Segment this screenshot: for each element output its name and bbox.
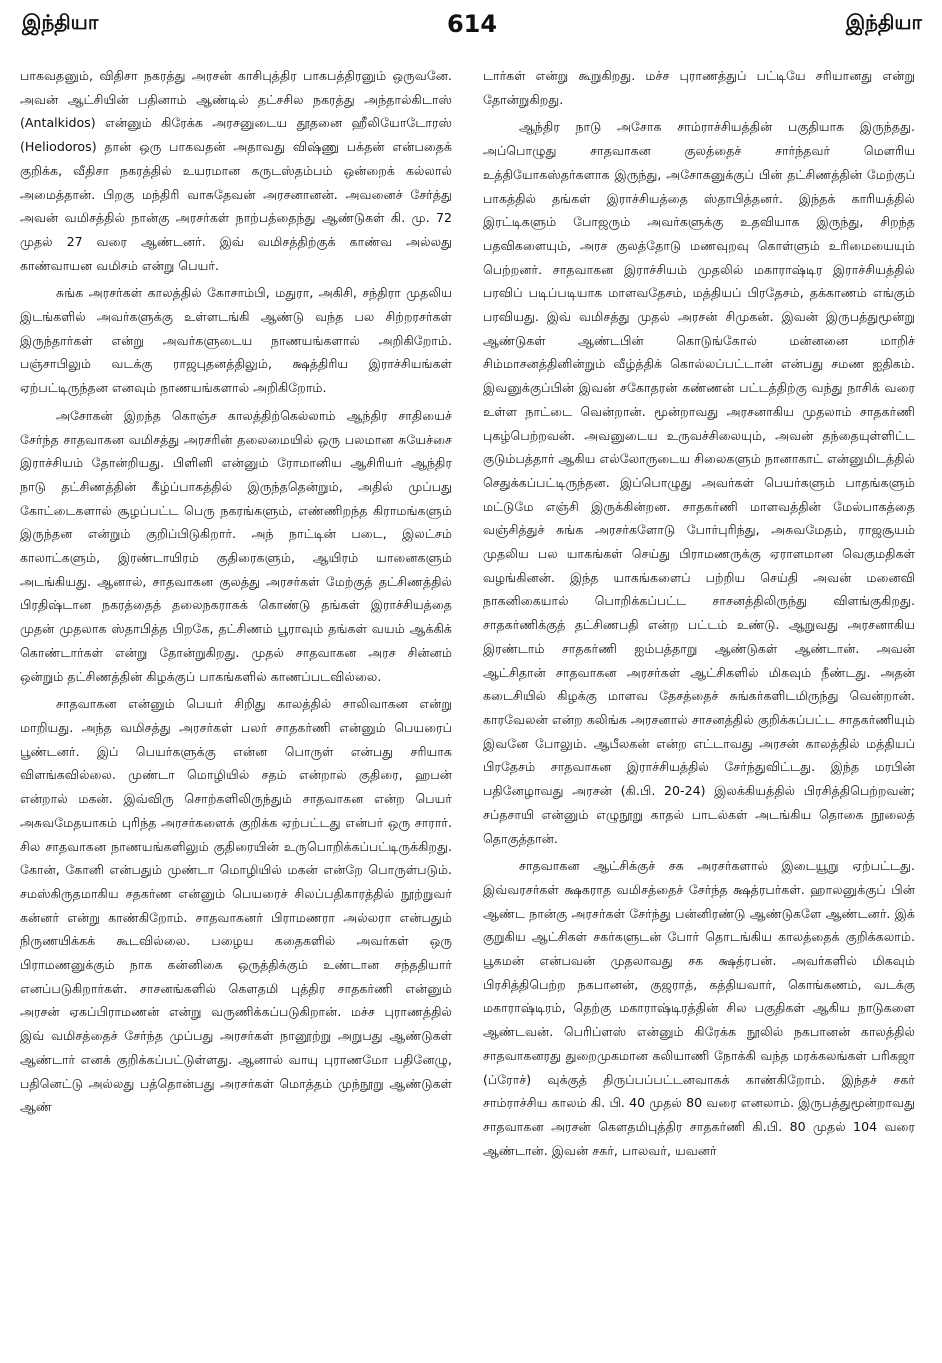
paragraph: அசோகன் இறந்த கொஞ்ச காலத்திற்கெல்லாம் ஆந்திர சாதியைச் சேர்ந்த சாதவாகன வமிசத்து அரசரின் தலைமையில் ஒரு பலமான சுயேச்சை இராச்சியம் தோன்றியது. பிளினி என்னும் ரோமானிய ஆசிரியர் ஆந்திர நாடு தட்சிணத்தின் கீழ்ப்பாகத்தில் இருந்ததென்றும், அதில் முப்பது கோட்டைகளால் சூழப்பட்ட பெரு நகரங்களும், எண்ணிறந்த கிராமங்களும் இருந்தன என்றும் குறிப்பிடுகிறார். அந் நாட்டின் படை, இலட்சம் காலாட்களும், இரண்டாயிரம் குதிரைகளும், ஆயிரம் யானைகளும் அடங்கியது. ஆனால், சாதவாகன குலத்து அரசர்கள் மேற்குத் தட்சிணத்தில் பிரதிஷ்டான நகரத்தைத் தலைநகராகக் கொண்டு தங்கள் இராச்சியத்தை முதன் முதலாக ஸ்தாபித்த பிறகே, தட்சிணம் பூராவும் தங்கள் வயம் ஆக்கிக் கொண்டார்கள் என்று தோன்றுகிறது. முதல் சாதவாகன அரச சின்னம் ஒன்றும் தட்சிணத்தின் கிழக்குப் பாகங்களில் காணப்படவில்லை. [20, 407, 452, 684]
running-head-left: இந்தியா [22, 10, 99, 34]
paragraph: ஆந்திர நாடு அசோக சாம்ராச்சியத்தின் பகுதியாக இருந்தது. அப்பொழுது சாதவாகன குலத்தைச் சார்ந்தவர் மௌரிய உத்தியோகஸ்தர்களாக இருந்து, அசோகனுக்குப் பின் தட்சிணத்தின் மேற்குப் பாகத்தில் தங்கள் இராச்சியத்தை ஸ்தாபித்தனர். இந்தக் காரியத்தில் இரட்டிகளும் போஜரும் அவர்களுக்கு உதவியாக இருந்து, சிறந்த பதவிகளையும், அரச குலத்தோடு மணவுறவு கொள்ளும் உரிமையையும் பெற்றனர். சாதவாகன இராச்சியம் முதலில் மகாராஷ்டிர இராச்சியத்தில் பரவிப் படிப்படியாக மாளவதேசம், மத்தியப் பிரதேசம், தக்காணம் எங்கும் பரவியது. இவ் வமிசத்து முதல் அரசன் சிமுகன். இவன் இருபத்துமூன்று ஆண்டுகள் ஆண்டபின் கொடுங்கோல் மன்னனை மாறிச் சிம்மாசனத்தினின்றும் வீழ்த்திக் கொல்லப்பட்டான் என்பது சமண ஐதிகம். இவனுக்குப்பின் இவன் சகோதரன் கண்ணன் பட்டத்திற்கு வந்து நாசிக் வரை உள்ள நாட்டை வென்றான். மூன்றாவது அரசனாகிய முதலாம் சாதகர்ணி புகழ்பெற்றவன். அவனுடைய உருவச்சிலையும், அவன் தந்தையுள்ளிட்ட குடும்பத்தார் ஆகிய எல்லோருடைய சிலைகளும் நானாகாட் என்னுமிடத்தில் செதுக்கப்பட்டிருந்தன. இப்பொழுது அவர்கள் பெயர்களும் பாதங்களும் மட்டுமே எஞ்சி இருக்கின்றன. சாதகர்ணி மாளவத்தின் மேல்பாகத்தை வஞ்சித்துச் சுங்க அரசர்களோடு போர்புரிந்து, அசுவமேதம், ராஜசூயம் முதலிய பல யாகங்கள் செய்து பிராமணருக்கு ஏராளமான வெகுமதிகள் வழங்கினன். இந்த யாகங்களைப் பற்றிய செய்தி அவன் மனைவி நாகனிகையால் பொறிக்கப்பட்ட சாசனத்திலிருந்து விளங்குகிறது. சாதகர்ணிக்குத் தட்சிணபதி என்ற பட்டம் உண்டு. ஆறுவது அரசனாகிய இரண்டாம் சாதகர்ணி ஐம்பத்தாறு ஆண்டுகள் ஆண்டான். அவன் ஆட்சிதான் சாதவாகன அரசர்கள் ஆட்சிகளில் மிகவும் நீண்டது. அதன் கடைசியில் கிழக்கு மாளவ தேசத்தைச் சுங்கர்களிடமிருந்து வென்றான். காரவேலன் என்ற கலிங்க அரசனால் சாசனத்தில் குறிக்கப்பட்ட சாதகர்ணியும் இவனே போலும். ஆபீலகன் என்ற எட்டாவது அரசன் காலத்தில் மத்தியப் பிரதேசம் சாதவாகன இராச்சியத்தில் சேர்ந்துவிட்டது. இந்த மரபின் பதினேழாவது அரசன் (கி.பி. 20-24) இலக்கியத்தில் பிரசித்திபெற்றவன்; சப்தசாயி என்னும் எழுநூறு காதல் பாடல்கள் அடங்கிய தொகை நூலைத் தொகுத்தான். [483, 119, 915, 846]
paragraph: பாகவதனும், விதிசா நகரத்து அரசன் காசிபுத்திர பாகபத்திரனும் ஒருவனே. அவன் ஆட்சியின் பதினாம் ஆண்டில் தட்சசில நகரத்து அந்தால்கிடாஸ் (Antalkidos) என்னும் கிரேக்க அரசனுடைய தூதனை ஹீலியோடோரஸ் (Heliodoros) தான் ஒரு பாகவதன் அதாவது விஷ்ணு பக்தன் என்பதைக் குறிக்க, வீதிசா நகரத்தில் உயரமான கருடஸ்தம்பம் ஒன்றைக் கல்லால் அமைத்தான். பிறகு மந்திரி வாசுதேவன் அரசனானன். அவனைச் சேர்த்து அவன் வமிசத்தில் நான்கு அரசர்கள் நாற்பத்தைந்து ஆண்டுகள் கி. மு. 72 முதல் 27 வரை ஆண்டனர். இவ் வமிசத்திற்குக் காண்வ அல்லது காண்வாயன வமிசம் என்று பெயர். [20, 68, 452, 273]
paragraph: சுங்க அரசர்கள் காலத்தில் கோசாம்பி, மதுரா, அகிசி, சந்திரா முதலிய இடங்களில் அவர்களுக்கு உள்ளடங்கி ஆண்டு வந்த பல சிற்றரசர்கள் இருந்தார்கள் என்று அவர்களுடைய நாணயங்களால் அறிகிறோம். பஞ்சாபிலும் வடக்கு ராஜபுதனத்திலும், க்ஷத்திரிய இராச்சியங்கள் ஏற்பட்டிருந்தன எனவும் நாணயங்களால் அறிகிறோம். [20, 285, 452, 396]
page-header [22, 10, 922, 44]
paragraph: சாதவாகன என்னும் பெயர் சிறிது காலத்தில் சாலிவாகன என்று மாறியது. அந்த வமிசத்து அரசர்கள் பலர் சாதகர்ணி என்னும் பெயரைப் பூண்டனர். இப் பெயர்களுக்கு என்ன பொருள் என்பது சரியாக விளங்கவில்லை. முண்டா மொழியில் சதம் என்றால் குதிரை, ஹபன் என்றால் மகன். இவ்விரு சொற்களிலிருந்தும் சாதவாகன என்ற பெயர் அசுவமேதயாகம் புரிந்த அரசர்களைக் குறிக்க ஏற்பட்டது என்பர் ஒரு சாரார். சில சாதவாகன நாணயங்களிலும் குதிரையின் உருபொறிக்கப்பட்டிருக்கிறது. கோன், கோனி என்பதும் முண்டா மொழியில் மகன் என்றே பொருள்படும். சமஸ்கிருதமாகிய சதகர்ண என்னும் பெயரைச் சிலப்பதிகாரத்தில் நூற்றுவர் கன்னர் என்று காண்கிறோம். சாதவாகனர் பிராமணரா அல்லரா என்பதும் நிருணயிக்கக் கூடவில்லை. பழைய கதைகளில் அவர்கள் ஒரு பிராமணனுக்கும் நாக கன்னிகை ஒருத்திக்கும் உண்டான சந்ததியார் எனப்படுகிறார்கள். சாசனங்களில் கௌதமி புத்திர சாதகர்ணி என்னும் அரசன் ஏகப்பிராமணன் என்று வருணிக்கப்படுகிறான். மச்ச புராணத்தில் இவ் வமிசத்தைச் சேர்ந்த முப்பது அரசர்கள் நானூற்று அறுபது ஆண்டுகள் ஆண்டார் எனக் குறிக்கப்பட்டுள்ளது. ஆனால் வாயு புராணமோ பதினேழு, பதினெட்டு அல்லது பத்தொன்பது அரசர்கள் மொத்தம் முந்நூறு ஆண்டுகள் ஆண் [20, 696, 452, 1115]
running-head-right: இந்தியா [845, 10, 922, 34]
left-column [20, 64, 452, 1354]
paragraph: சாதவாகன ஆட்சிக்குச் சக அரசர்களால் இடையூறு ஏற்பட்டது. இவ்வரசர்கள் க்ஷகராத வமிசத்தைச் சேர்ந்த க்ஷத்ரபர்கள். ஹாலனுக்குப் பின் ஆண்ட நான்கு அரசர்கள் சேர்ந்து பன்னிரண்டு ஆண்டுகளே ஆண்டனர். இக் குறுகிய ஆட்சிகள் சகர்களுடன் போர் தொடங்கிய காலத்தைக் குறிக்கலாம். பூகமன் என்பவன் முதலாவது சக க்ஷத்ரபன். அவர்களில் மிகவும் பிரசித்திபெற்ற நகபானன், குஜராத், கத்தியவார், கொங்கணம், வடக்கு மகாராஷ்டிரம், தெற்கு மகாராஷ்டிரத்தின் சில பகுதிகள் ஆகிய நாடுகளை ஆண்டவன். பெரிப்ளஸ் என்னும் கிரேக்க நூலில் நகபானன் காலத்தில் சாதவாகனரது துறைமுகமான கலியாணி நோக்கி வந்த மரக்கலங்கள் பரிகஜா (ப்ரோச்) வுக்குத் திருப்பப்பட்டனவாகக் காண்கிறோம். இந்தச் சகர் சாம்ராச்சிய காலம் கி. பி. 40 முதல் 80 வரை எனலாம். இருபத்துமூன்றாவது சாதவாகன அரசன் கௌதமிபுத்திர சாதகர்ணி கி.பி. 80 முதல் 104 வரை ஆண்டான். இவன் சகர், பாலவர், யவனர் [483, 858, 915, 1158]
paragraph: டார்கள் என்று கூறுகிறது. மச்ச புராணத்துப் பட்டியே சரியானது என்று தோன்றுகிறது. [483, 68, 915, 107]
right-column [483, 64, 915, 1354]
page-number: 614 [446, 10, 498, 38]
